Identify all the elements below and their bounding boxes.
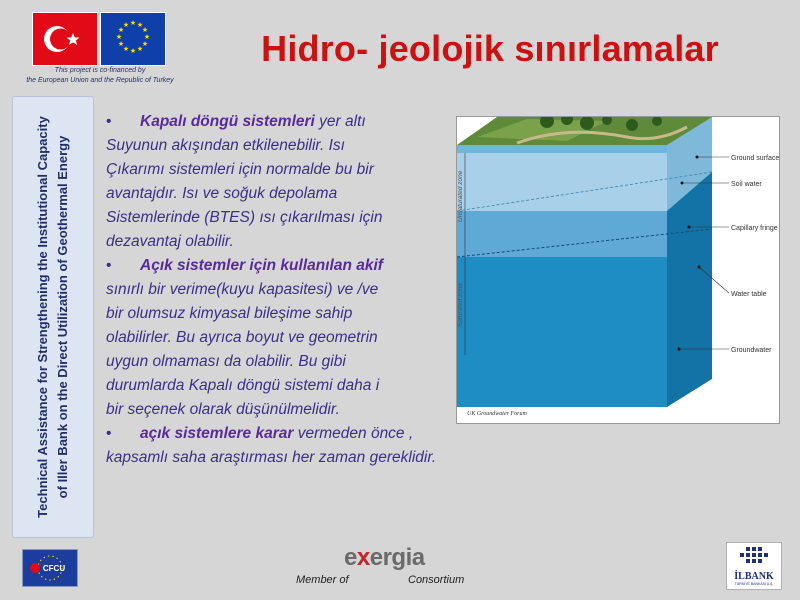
svg-text:★: ★ [122,21,130,29]
exergia-rest: ergia [369,544,425,571]
bullet-2-line-6: durumlarda Kapalı döngü sistemi daha i [106,377,380,394]
ilbank-emblem-icon [727,543,781,571]
bullet-3-line-2: kapsamlı saha araştırması her zaman gereklidir. [106,449,437,466]
svg-text:★: ★ [122,45,130,53]
label-soil-water: Soil water [731,181,762,188]
cfcu-label: CFCU [42,564,66,573]
label-groundwater: Groundwater [731,347,772,354]
bullet-icon: • [106,425,112,442]
bullet-2-bold: Açık sistemler için kullanılan akif [140,257,383,274]
bullet-3-bold: açık sistemlere karar [140,425,294,442]
bullet-1-line-4: avantajdır. Isı ve soğuk depolama [106,185,338,202]
svg-text:★: ★ [143,33,151,41]
label-unsaturated: Unsaturated zone [457,170,464,222]
svg-text:★: ★ [141,40,149,48]
bullet-2-line-5: uygun olmaması da olabilir. Bu gibi [106,353,346,370]
soil-layer [457,145,667,153]
groundwater-diagram [456,116,780,424]
consortium-text: Consortium [408,574,465,586]
svg-text:★: ★ [117,26,125,34]
bullet-3-line-1 [106,422,546,446]
bullet-1-line-2: Suyunun akışından etkilenebilir. Isı [106,137,345,154]
groundwater-zone [457,257,667,407]
svg-text:★: ★ [117,40,125,48]
exergia-x: x [356,544,370,571]
ilbank-sub: TÜRKİYE BANKASI A.Ş. [734,582,774,586]
sidebar-line-1: Technical Assistance for Strengthening the Institutional Capacity [35,116,50,518]
unsaturated-zone [457,153,667,211]
groundwater-diagram-svg [457,117,779,423]
member-of-text: Member of [296,574,349,586]
bullet-icon: • [106,257,112,274]
label-ground-surface: Ground surface [731,155,779,162]
label-saturated: Saturated zone [457,282,464,327]
ilbank-label: İLBANK [734,571,774,582]
cofinanced-line-2: the European Union and the Republic of Turkey [26,77,174,84]
svg-text:★: ★ [136,45,144,53]
svg-text:★: ★ [141,26,149,34]
slide-title: Hidro- jeolojik sınırlamalar [261,28,719,69]
bullet-2-line-4: olabilirler. Bu ayrıca boyut ve geometrin [106,329,378,346]
turkey-flag-icon [32,12,98,66]
cofinanced-line-1: This project is co-financed by [54,67,146,74]
capillary-fringe [457,211,667,257]
eu-flag-icon [100,12,166,66]
svg-text:★: ★ [129,19,137,27]
exergia-logo [344,544,444,572]
bullet-1-line-3: Çıkarımı sistemleri için normalde bu bir [106,161,374,178]
svg-text:★: ★ [115,33,123,41]
sidebar-project-text [33,107,73,527]
bullet-1-bold: Kapalı döngü sistemleri [140,113,315,130]
label-water-table: Water table [731,291,767,298]
bullet-2-line-3: bir olumsuz kimyasal bileşime sahip [106,305,353,322]
bullet-2-line-2: sınırlı bir verime(kuyu kapasitesi) ve /ve [106,281,379,298]
bullet-2-line-7: bir seçenek olarak düşünülmelidir. [106,401,340,418]
bullet-1-line-5: Sistemlerinde (BTES) ısı çıkarılması için [106,209,383,226]
diagram-credit: UK Groundwater Forum [467,411,527,417]
sidebar-line-2: of Iller Bank on the Direct Utilization of Geothermal Energy [55,135,70,499]
exergia-e: e [344,544,357,571]
cofinanced-note [0,66,200,86]
cfcu-logo [22,549,78,587]
ilbank-logo [726,542,782,590]
bullet-3-text: vermeden önce , [293,425,414,442]
bullet-icon: • [106,113,112,130]
project-sidebar [12,96,94,538]
bullet-1-text: yer altı [314,113,366,130]
label-capillary-fringe: Capillary fringe [731,225,778,232]
bullet-1-line-6: dezavantaj olabilir. [106,233,234,250]
svg-text:★: ★ [129,47,137,55]
svg-text:★: ★ [136,21,144,29]
